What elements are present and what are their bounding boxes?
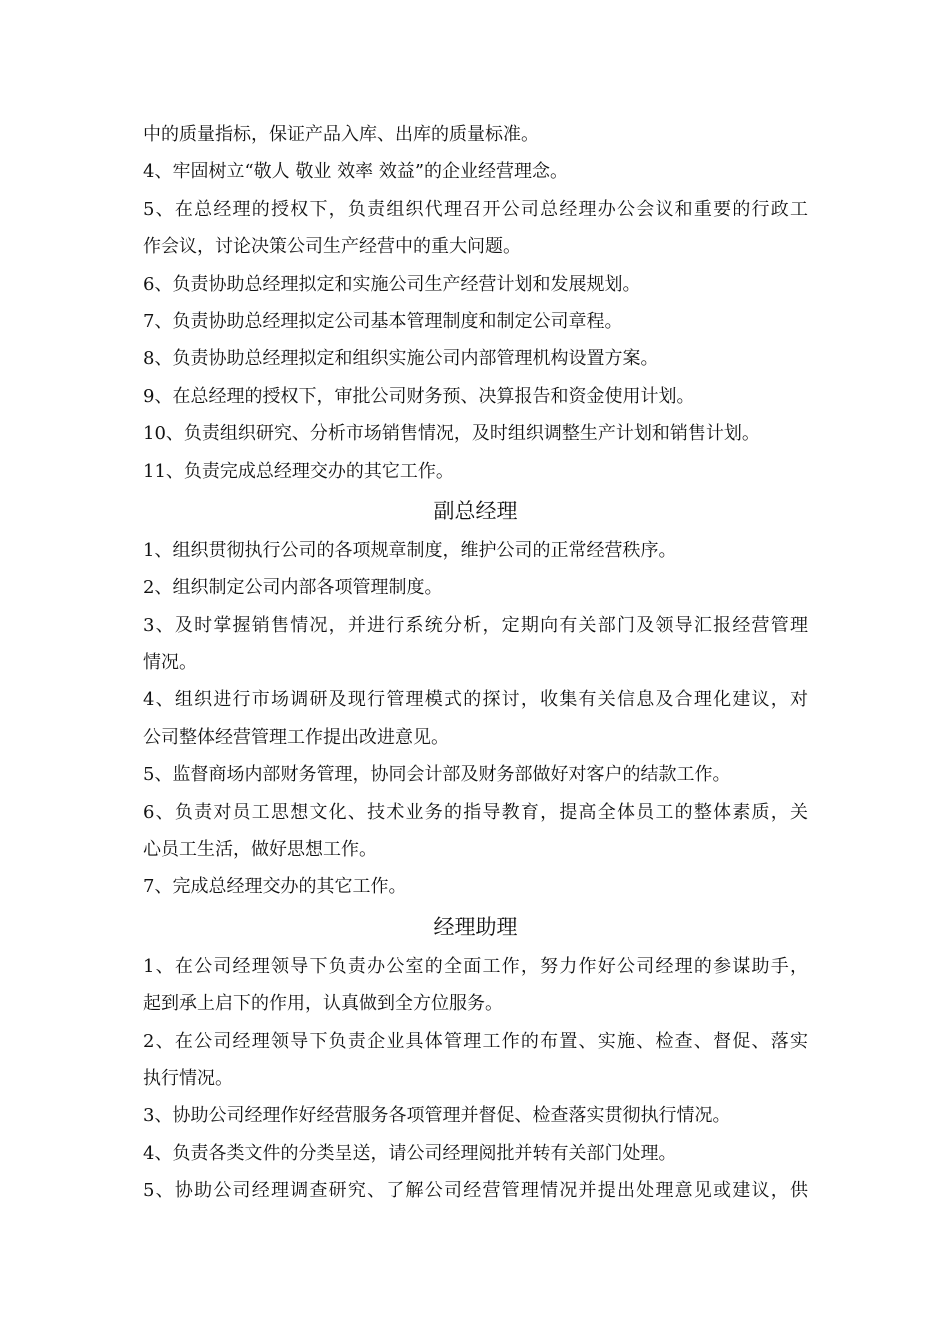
paragraph-line: 10、负责组织研究、分析市场销售情况，及时组织调整生产计划和销售计划。 (143, 423, 760, 445)
paragraph-line: 起到承上启下的作用，认真做到全方位服务。 (143, 993, 503, 1015)
section-heading-deputy-gm: 副总经理 (433, 498, 518, 523)
paragraph-line: 9、在总经理的授权下，审批公司财务预、决算报告和资金使用计划。 (143, 385, 695, 407)
paragraph-line: 7、负责协助总经理拟定公司基本管理制度和制定公司章程。 (143, 310, 623, 332)
section-heading-manager-assistant: 经理助理 (433, 914, 518, 939)
document-body (143, 116, 808, 1210)
paragraph-line: 作会议，讨论决策公司生产经营中的重大问题。 (143, 236, 521, 258)
paragraph-line: 心员工生活，做好思想工作。 (143, 839, 377, 861)
paragraph-line: 4、牢固树立“敬人 敬业 效率 效益”的企业经营理念。 (143, 161, 569, 183)
paragraph-line: 2、在公司经理领导下负责企业具体管理工作的布置、实施、检查、督促、落实 (143, 1030, 808, 1052)
paragraph-line: 6、负责对员工思想文化、技术业务的指导教育，提高全体员工的整体素质，关 (143, 801, 808, 823)
paragraph-line: 情况。 (143, 652, 197, 674)
paragraph-line: 1、在公司经理领导下负责办公室的全面工作，努力作好公司经理的参谋助手， (143, 955, 808, 977)
paragraph-line: 5、在总经理的授权下，负责组织代理召开公司总经理办公会议和重要的行政工 (143, 198, 808, 220)
paragraph-line: 中的质量指标，保证产品入库、出库的质量标准。 (143, 124, 539, 145)
paragraph-line: 4、负责各类文件的分类呈送，请公司经理阅批并转有关部门处理。 (143, 1142, 677, 1164)
paragraph-line: 11、负责完成总经理交办的其它工作。 (143, 460, 454, 482)
paragraph-line: 7、完成总经理交办的其它工作。 (143, 876, 407, 898)
paragraph-line: 6、负责协助总经理拟定和实施公司生产经营计划和发展规划。 (143, 273, 641, 295)
paragraph-line: 3、协助公司经理作好经营服务各项管理并督促、检查落实贯彻执行情况。 (143, 1105, 731, 1127)
paragraph-line: 4、组织进行市场调研及现行管理模式的探讨，收集有关信息及合理化建议，对 (143, 689, 808, 711)
paragraph-line: 3、及时掌握销售情况，并进行系统分析，定期向有关部门及领导汇报经营管理 (143, 614, 808, 636)
paragraph-line: 执行情况。 (143, 1067, 233, 1089)
paragraph-line: 2、组织制定公司内部各项管理制度。 (143, 577, 443, 599)
paragraph-line: 5、协助公司经理调查研究、了解公司经营管理情况并提出处理意见或建议，供 (143, 1180, 808, 1202)
paragraph-line: 5、监督商场内部财务管理，协同会计部及财务部做好对客户的结款工作。 (143, 764, 731, 786)
paragraph-line: 8、负责协助总经理拟定和组织实施公司内部管理机构设置方案。 (143, 348, 659, 370)
paragraph-line: 1、组织贯彻执行公司的各项规章制度，维护公司的正常经营秩序。 (143, 539, 677, 561)
paragraph-line: 公司整体经营管理工作提出改进意见。 (143, 726, 449, 748)
